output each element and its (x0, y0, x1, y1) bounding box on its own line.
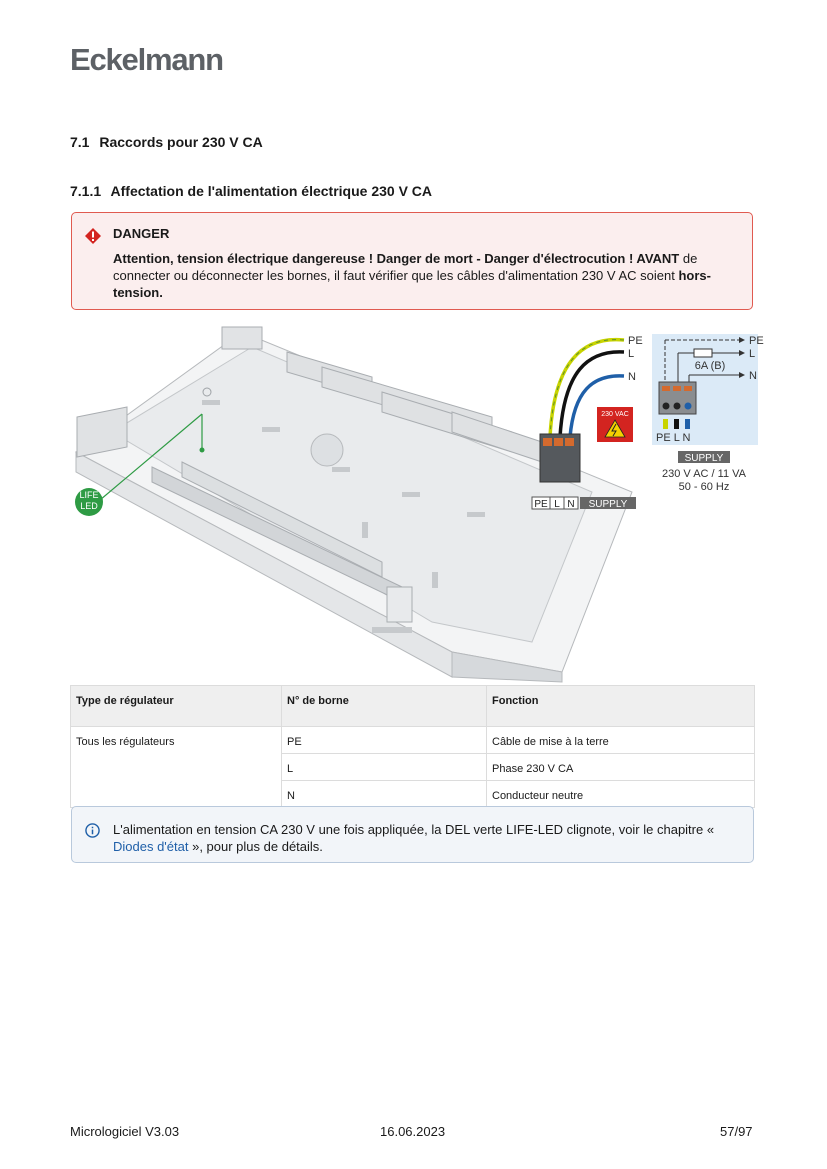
connector-label-strip (532, 497, 636, 510)
info-icon (85, 823, 100, 838)
strip-label-l: L (554, 499, 560, 510)
schematic-label-n: N (749, 370, 757, 382)
section-title: Raccords pour 230 V CA (99, 134, 263, 150)
table-cell-function: Câble de mise à la terre (487, 727, 755, 754)
warning-label: 230 VAC (601, 411, 629, 418)
section-number: 7.1 (70, 134, 90, 150)
wire-label-l: L (628, 348, 635, 360)
danger-text (113, 250, 741, 301)
table-cell-terminal: N (282, 781, 487, 808)
supply-badge: SUPPLY (684, 453, 724, 464)
table-cell-function: Phase 230 V CA (487, 754, 755, 781)
info-text (113, 821, 743, 855)
danger-text-bold-end: hors-tension. (113, 268, 711, 300)
wire-label-n: N (628, 371, 636, 383)
fuse-label: 6A (B) (694, 360, 726, 372)
subsection-number: 7.1.1 (70, 183, 102, 199)
danger-box (71, 212, 753, 310)
strip-label-n: N (567, 499, 575, 510)
table-cell-function: Conducteur neutre (487, 781, 755, 808)
schematic-label-pe: PE (749, 335, 764, 347)
table-cell-terminal: L (282, 754, 487, 781)
wire-label-pe: PE (628, 335, 643, 347)
strip-label-pe: PE (534, 499, 548, 510)
life-led-label-1: LIFE (79, 490, 99, 500)
footer-page-number: 57/97 (720, 1124, 753, 1139)
wiring-figure (72, 322, 762, 682)
eckelmann-logo: Eckelmann (70, 42, 223, 77)
danger-text-normal: de connecter ou déconnecter les bornes, il faut vérifier que les câbles d'alimentation 230 V AC soient (113, 251, 698, 283)
table-header: N° de borne (282, 686, 487, 727)
info-box (71, 806, 754, 863)
footer-date: 16.06.2023 (380, 1124, 446, 1139)
table-cell-type: Tous les régulateurs (71, 727, 282, 808)
danger-title: DANGER (113, 226, 170, 241)
schematic-label-l: L (749, 348, 756, 360)
terminal-labels: PE L N (656, 432, 691, 444)
danger-icon (85, 228, 101, 244)
terminal-table (70, 685, 755, 808)
life-led-label-2: LED (80, 501, 98, 511)
supply-spec-2: 50 - 60 Hz (678, 481, 730, 493)
table-header-row (71, 686, 755, 727)
subsection-heading (70, 183, 432, 199)
info-text-1: L'alimentation en tension CA 230 V une fois appliquée, la DEL verte LIFE-LED clignote, voir le chapitre « (113, 822, 715, 837)
info-text-2: », pour plus de détails. (188, 839, 323, 854)
strip-label-supply: SUPPLY (588, 499, 628, 510)
table-row (71, 727, 755, 754)
supply-spec-1: 230 V AC / 11 VA (662, 468, 746, 480)
status-diodes-link[interactable]: Diodes d'état (113, 839, 189, 854)
supply-connector-plug (540, 434, 580, 482)
subsection-title: Affectation de l'alimentation électrique 230 V CA (110, 183, 433, 199)
danger-text-bold: Attention, tension électrique dangereuse ! Danger de mort - Danger d'électrocution ! AVANT (113, 251, 680, 266)
table-header: Type de régulateur (71, 686, 282, 727)
footer-firmware: Micrologiciel V3.03 (70, 1124, 180, 1139)
table-header: Fonction (487, 686, 755, 727)
high-voltage-warning (597, 407, 633, 442)
wiring-schematic (652, 334, 764, 445)
table-cell-terminal: PE (282, 727, 487, 754)
section-heading (70, 134, 263, 150)
